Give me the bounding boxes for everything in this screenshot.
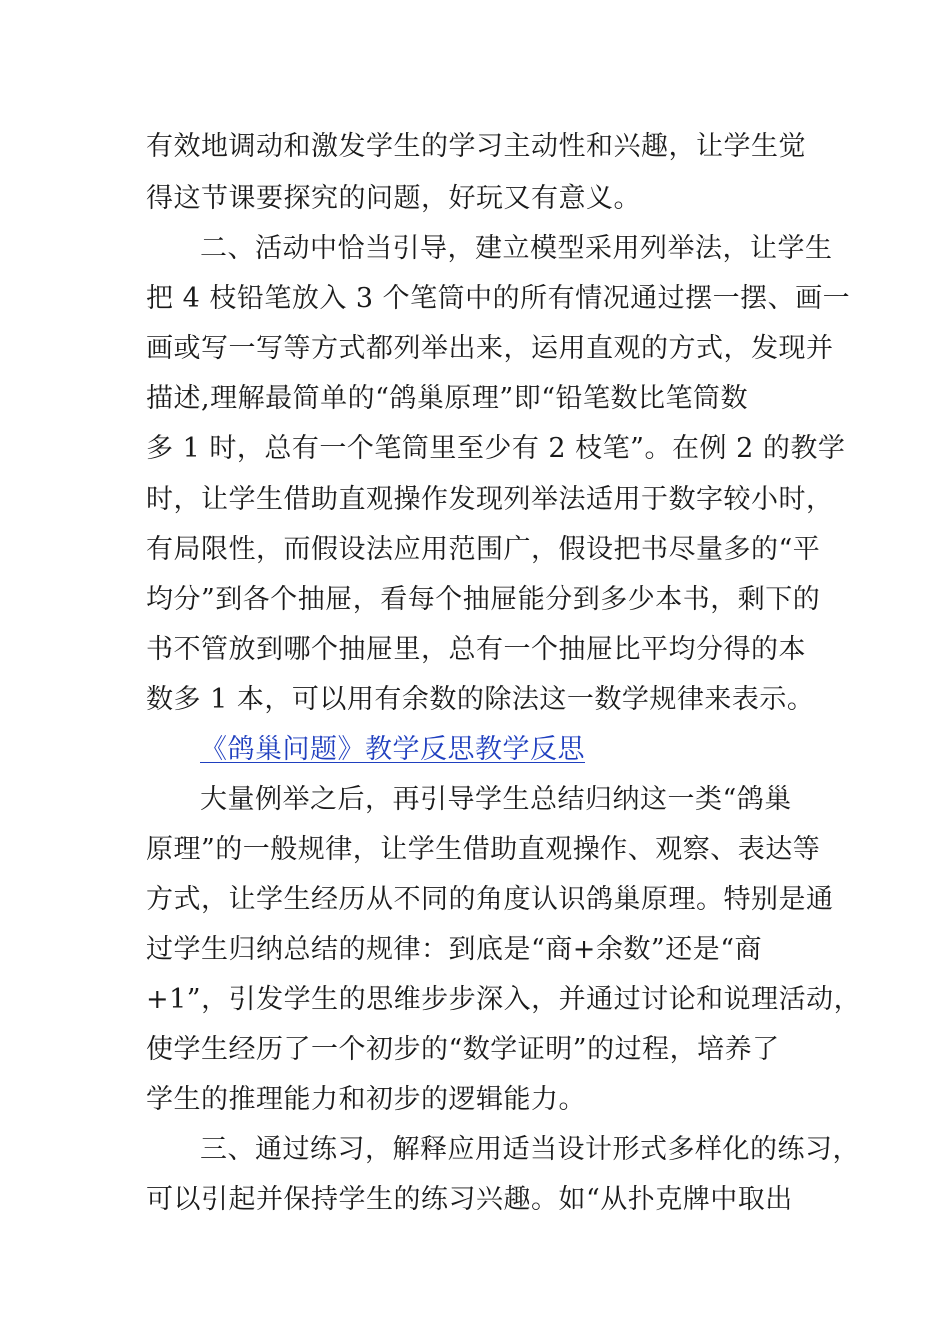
- text-line: 数多 1 本，可以用有余数的除法这一数学规律来表示。: [146, 684, 815, 715]
- text-line: 画或写一写等方式都列举出来，运用直观的方式，发现并: [146, 333, 834, 364]
- text-line: 得这节课要探究的问题，好玩又有意义。: [146, 183, 641, 214]
- text-line: 把 4 枝铅笔放入 3 个笔筒中的所有情况通过摆一摆、画一: [146, 283, 851, 314]
- text-line: 时，让学生借助直观操作发现列举法适用于数字较小时，: [146, 484, 834, 515]
- text-line: 有局限性，而假设法应用范围广，假设把书尽量多的“平: [146, 534, 821, 565]
- text-line: 均分”到各个抽屉，看每个抽屉能分到多少本书，剩下的: [146, 584, 821, 615]
- text-line: 可以引起并保持学生的练习兴趣。如“从扑克牌中取出: [146, 1184, 793, 1215]
- article-link[interactable]: 《鸽巢问题》教学反思教学反思: [200, 734, 585, 765]
- text-line: 方式，让学生经历从不同的角度认识鸽巢原理。特别是通: [146, 884, 834, 915]
- text-line: 过学生归纳总结的规律：到底是“商+余数”还是“商: [146, 934, 763, 965]
- text-line: 大量例举之后，再引导学生总结归纳这一类“鸽巢: [200, 784, 792, 815]
- text-line: 学生的推理能力和初步的逻辑能力。: [146, 1084, 586, 1115]
- text-line: 二、活动中恰当引导，建立模型采用列举法，让学生: [200, 233, 833, 264]
- text-line: 有效地调动和激发学生的学习主动性和兴趣，让学生觉: [146, 131, 806, 162]
- text-line: 原理”的一般规律，让学生借助直观操作、观察、表达等: [146, 834, 821, 865]
- text-line: 书不管放到哪个抽屉里，总有一个抽屉比平均分得的本: [146, 634, 806, 665]
- text-line: 多 1 时，总有一个笔筒里至少有 2 枝笔”。在例 2 的教学: [146, 433, 846, 464]
- text-line: 使学生经历了一个初步的“数学证明”的过程，培养了: [146, 1034, 780, 1065]
- text-line: +1”，引发学生的思维步步深入，并通过讨论和说理活动，: [146, 984, 862, 1015]
- text-line: 三、通过练习，解释应用适当设计形式多样化的练习，: [200, 1134, 860, 1165]
- text-line: 描述,理解最简单的“鸽巢原理”即“铅笔数比笔筒数: [146, 383, 748, 414]
